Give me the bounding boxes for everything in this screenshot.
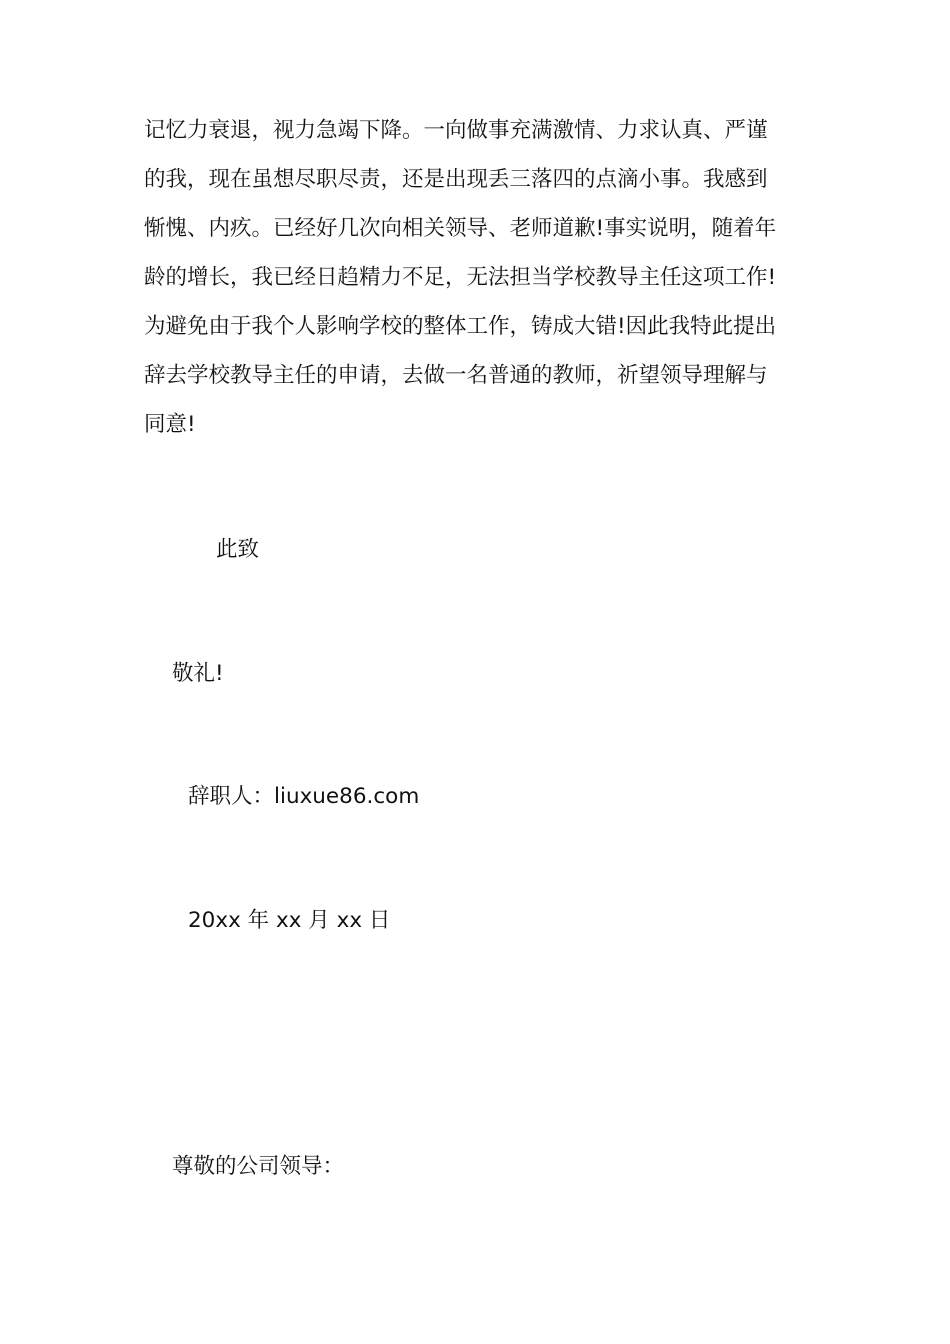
- body-paragraph-line: 辞去学校教导主任的申请，去做一名普通的教师，祈望领导理解与: [144, 363, 768, 388]
- body-paragraph-line: 的我，现在虽想尽职尽责，还是出现丢三落四的点滴小事。我感到: [144, 167, 768, 192]
- body-paragraph-line: 为避免由于我个人影响学校的整体工作，铸成大错!因此我特此提出: [144, 314, 777, 339]
- signer-line: 辞职人：liuxue86.com: [188, 784, 420, 809]
- body-paragraph-line: 记忆力衰退，视力急竭下降。一向做事充满激情、力求认真、严谨: [144, 118, 768, 143]
- body-paragraph-line: 同意!: [144, 412, 196, 437]
- regards-phrase: 敬礼!: [172, 661, 224, 686]
- salutation: 尊敬的公司领导：: [172, 1154, 345, 1179]
- closing-phrase: 此致: [216, 537, 260, 562]
- body-paragraph-line: 龄的增长，我已经日趋精力不足，无法担当学校教导主任这项工作!: [144, 265, 777, 290]
- body-paragraph-line: 惭愧、内疚。已经好几次向相关领导、老师道歉!事实说明，随着年: [144, 216, 777, 241]
- date-line: 20xx 年 xx 月 xx 日: [188, 908, 391, 933]
